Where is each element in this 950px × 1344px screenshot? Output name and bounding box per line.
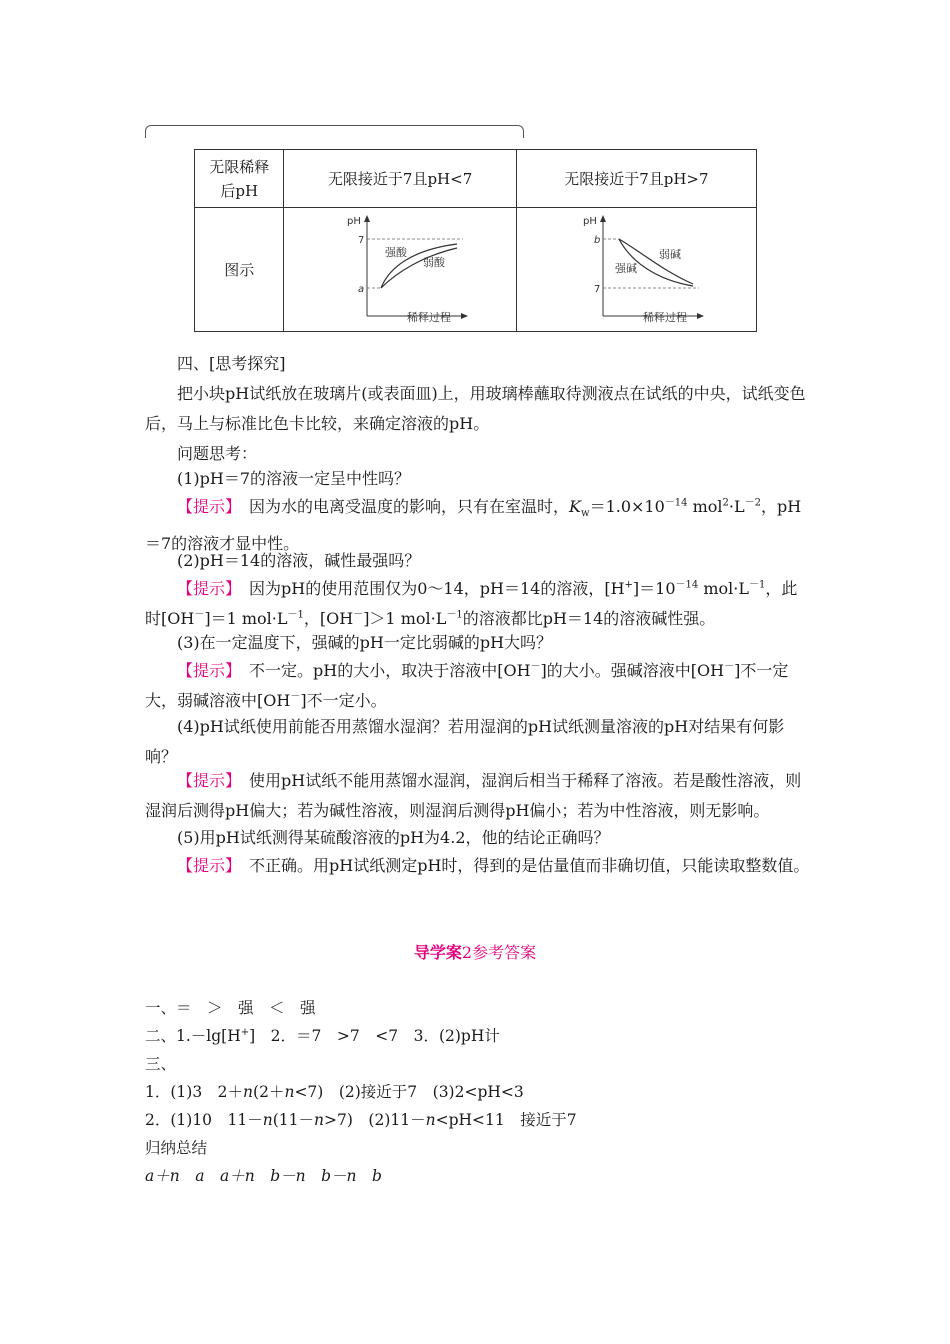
- question-3: (3)在一定温度下，强碱的pH一定比弱碱的pH大吗？: [177, 633, 553, 652]
- acid-chart-cell: [284, 208, 516, 332]
- row-header-line: 无限稀释: [209, 157, 270, 176]
- sub-heading: 问题思考：: [177, 444, 258, 463]
- hint-label: 【提示】: [177, 661, 234, 680]
- x-axis-label: 稀释过程: [643, 310, 688, 324]
- y-tick-label: 7: [594, 283, 601, 295]
- question-5: (5)用pH试纸测得某硫酸溶液的pH为4.2，他的结论正确吗？: [177, 828, 610, 847]
- answer-line-7: a＋n a a＋n b－n b－n b: [145, 1167, 382, 1185]
- answer-line-2: 二、1.－lg[H+] 2．＝7 >7 <7 3．(2)pH计: [145, 1026, 500, 1045]
- answers-title: 导学案2参考答案: [413, 943, 537, 962]
- acid-dilution-chart: [325, 212, 475, 324]
- base-dilution-cell: 无限接近于7且pH>7: [516, 150, 756, 208]
- series-label-weak-base: 弱碱: [659, 247, 682, 261]
- intro-paragraph: 把小块pH试纸放在玻璃片(或表面皿)上，用玻璃棒蘸取待测液点在试纸的中央，试纸变色后，马上与标准比色卡比较，来确定溶液的pH。: [145, 384, 806, 433]
- section-heading: 四、[思考探究]: [177, 354, 286, 373]
- answer-4: 【提示】 使用pH试纸不能用蒸馏水湿润，湿润后相当于稀释了溶液。若是酸性溶液，则湿润后测得pH偏大；若为碱性溶液，则湿润后测得pH偏小；若为中性溶液，则无影响。: [145, 771, 802, 820]
- hint-label: 【提示】: [177, 497, 234, 516]
- table-row: [195, 208, 757, 332]
- answer-line-3: 三、: [145, 1055, 177, 1073]
- question-4: (4)pH试纸使用前能否用蒸馏水湿润？若用湿润的pH试纸测量溶液的pH对结果有何影响？: [145, 717, 785, 766]
- y-axis-arrow: [600, 215, 606, 222]
- row-header-line: 后pH: [220, 181, 259, 200]
- y-axis-label: pH: [347, 215, 361, 227]
- top-bracket-frame: [145, 125, 524, 138]
- y-axis-arrow: [364, 215, 370, 222]
- table-row: [195, 150, 757, 208]
- hint-label: 【提示】: [177, 579, 234, 598]
- y-tick-label: b: [594, 234, 601, 246]
- answer-1: 【提示】 因为水的电离受温度的影响，只有在室温时，$K_w=1.0\times 10^{-14}$ $mol^2\cdot L^{-2}$，pH＝7的溶液才显中性。: [145, 497, 802, 554]
- question-2: (2)pH＝14的溶液，碱性最强吗？: [177, 551, 421, 570]
- answer-line-6: 归纳总结: [145, 1139, 208, 1157]
- hint-label: 【提示】: [177, 771, 234, 790]
- answer-line-4: 1．(1)3 2＋n(2＋n<7) (2)接近于7 (3)2<pH<3: [145, 1083, 524, 1101]
- row-header-dilution-ph: [195, 150, 284, 208]
- question-1: (1)pH＝7的溶液一定呈中性吗？: [177, 469, 411, 488]
- base-dilution-chart: [561, 212, 711, 324]
- base-chart-cell: [516, 208, 756, 332]
- ph-dilution-table: [194, 149, 757, 332]
- series-label-strong-base: 强碱: [615, 261, 638, 275]
- y-tick-label: a: [358, 283, 365, 295]
- answer-line-5: 2．(1)10 11－n(11－n>7) (2)11－n<pH<11 接近于7: [145, 1111, 577, 1129]
- answer-2: 【提示】 因为pH的使用范围仅为0～14，pH＝14的溶液，$[H^+]=10^{-14}$ $mol\cdot L^{-1}$，此时[OH－]＝1 $mol\cdot L^{-1}$，[OH－]＞1 $mol\cdot L^{-1}$的溶液都比pH＝14的溶液碱性强。: [145, 579, 798, 628]
- x-axis-arrow: [697, 313, 704, 319]
- row-header-diagram: 图示: [195, 208, 284, 332]
- answer-5: 【提示】 不正确。用pH试纸测定pH时，得到的是估量值而非确切值，只能读取整数值。: [177, 856, 810, 875]
- x-axis-label: 稀释过程: [407, 310, 452, 324]
- x-axis-arrow: [461, 313, 468, 319]
- hint-label: 【提示】: [177, 856, 234, 875]
- y-axis-label: pH: [583, 215, 598, 227]
- y-tick-label: 7: [358, 234, 365, 246]
- acid-dilution-cell: 无限接近于7且pH<7: [284, 150, 516, 208]
- series-label-weak-acid: 弱酸: [423, 255, 446, 269]
- answer-line-1: 一、＝ ＞ 强 ＜ 强: [145, 999, 316, 1017]
- series-label-strong-acid: 强酸: [385, 245, 408, 259]
- answer-3: 【提示】 不一定。pH的大小，取决于溶液中[OH－]的大小。强碱溶液中[OH－]不一定大，弱碱溶液中[OH－]不一定小。: [145, 661, 789, 710]
